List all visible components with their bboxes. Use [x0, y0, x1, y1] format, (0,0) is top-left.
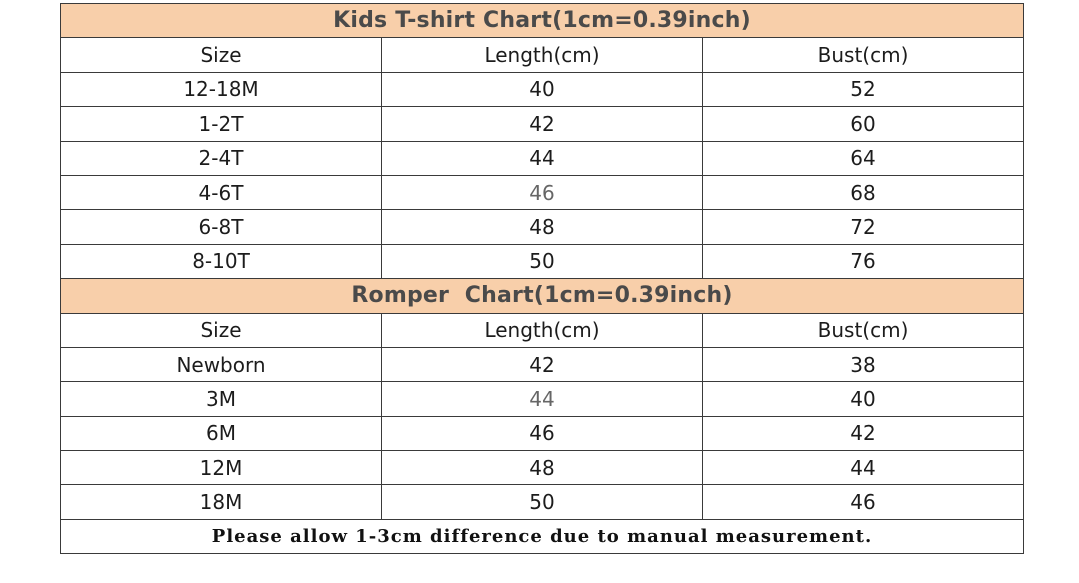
table-row	[61, 107, 1024, 141]
romper-section-header	[61, 279, 1024, 313]
table-row	[61, 485, 1024, 519]
romper-header-bust: Bust(cm)	[703, 313, 1024, 347]
size-cell: 12-18M	[61, 72, 382, 106]
tshirt-column-headers	[61, 38, 1024, 72]
tshirt-chart-title: Kids T-shirt Chart(1cm=0.39inch)	[61, 4, 1024, 38]
table-row	[61, 175, 1024, 209]
romper-header-length: Length(cm)	[382, 313, 703, 347]
romper-header-size: Size	[61, 313, 382, 347]
size-cell: 2-4T	[61, 141, 382, 175]
size-cell: Newborn	[61, 347, 382, 381]
table-row	[61, 382, 1024, 416]
table-row	[61, 210, 1024, 244]
bust-cell: 60	[703, 107, 1024, 141]
table-row	[61, 347, 1024, 381]
length-cell: 46	[382, 175, 703, 209]
length-cell: 50	[382, 244, 703, 278]
bust-cell: 72	[703, 210, 1024, 244]
table-row	[61, 72, 1024, 106]
size-cell: 18M	[61, 485, 382, 519]
length-cell: 46	[382, 416, 703, 450]
size-cell: 12M	[61, 451, 382, 485]
bust-cell: 76	[703, 244, 1024, 278]
tshirt-header-length: Length(cm)	[382, 38, 703, 72]
table-row	[61, 451, 1024, 485]
bust-cell: 68	[703, 175, 1024, 209]
length-cell: 48	[382, 210, 703, 244]
length-cell: 44	[382, 382, 703, 416]
size-chart-table	[60, 3, 1024, 554]
tshirt-header-bust: Bust(cm)	[703, 38, 1024, 72]
measurement-note-row	[61, 519, 1024, 553]
length-cell: 40	[382, 72, 703, 106]
length-cell: 50	[382, 485, 703, 519]
romper-column-headers	[61, 313, 1024, 347]
tshirt-section-header	[61, 4, 1024, 38]
size-cell: 6M	[61, 416, 382, 450]
length-cell: 42	[382, 107, 703, 141]
size-cell: 4-6T	[61, 175, 382, 209]
length-cell: 44	[382, 141, 703, 175]
bust-cell: 46	[703, 485, 1024, 519]
length-cell: 48	[382, 451, 703, 485]
table-row	[61, 141, 1024, 175]
size-cell: 6-8T	[61, 210, 382, 244]
tshirt-header-size: Size	[61, 38, 382, 72]
bust-cell: 44	[703, 451, 1024, 485]
romper-chart-title: Romper Chart(1cm=0.39inch)	[61, 279, 1024, 313]
bust-cell: 38	[703, 347, 1024, 381]
table-row	[61, 416, 1024, 450]
size-cell: 1-2T	[61, 107, 382, 141]
bust-cell: 64	[703, 141, 1024, 175]
size-cell: 8-10T	[61, 244, 382, 278]
length-cell: 42	[382, 347, 703, 381]
bust-cell: 52	[703, 72, 1024, 106]
table-row	[61, 244, 1024, 278]
size-cell: 3M	[61, 382, 382, 416]
bust-cell: 42	[703, 416, 1024, 450]
bust-cell: 40	[703, 382, 1024, 416]
measurement-note: Please allow 1-3cm difference due to manual measurement.	[61, 519, 1024, 553]
